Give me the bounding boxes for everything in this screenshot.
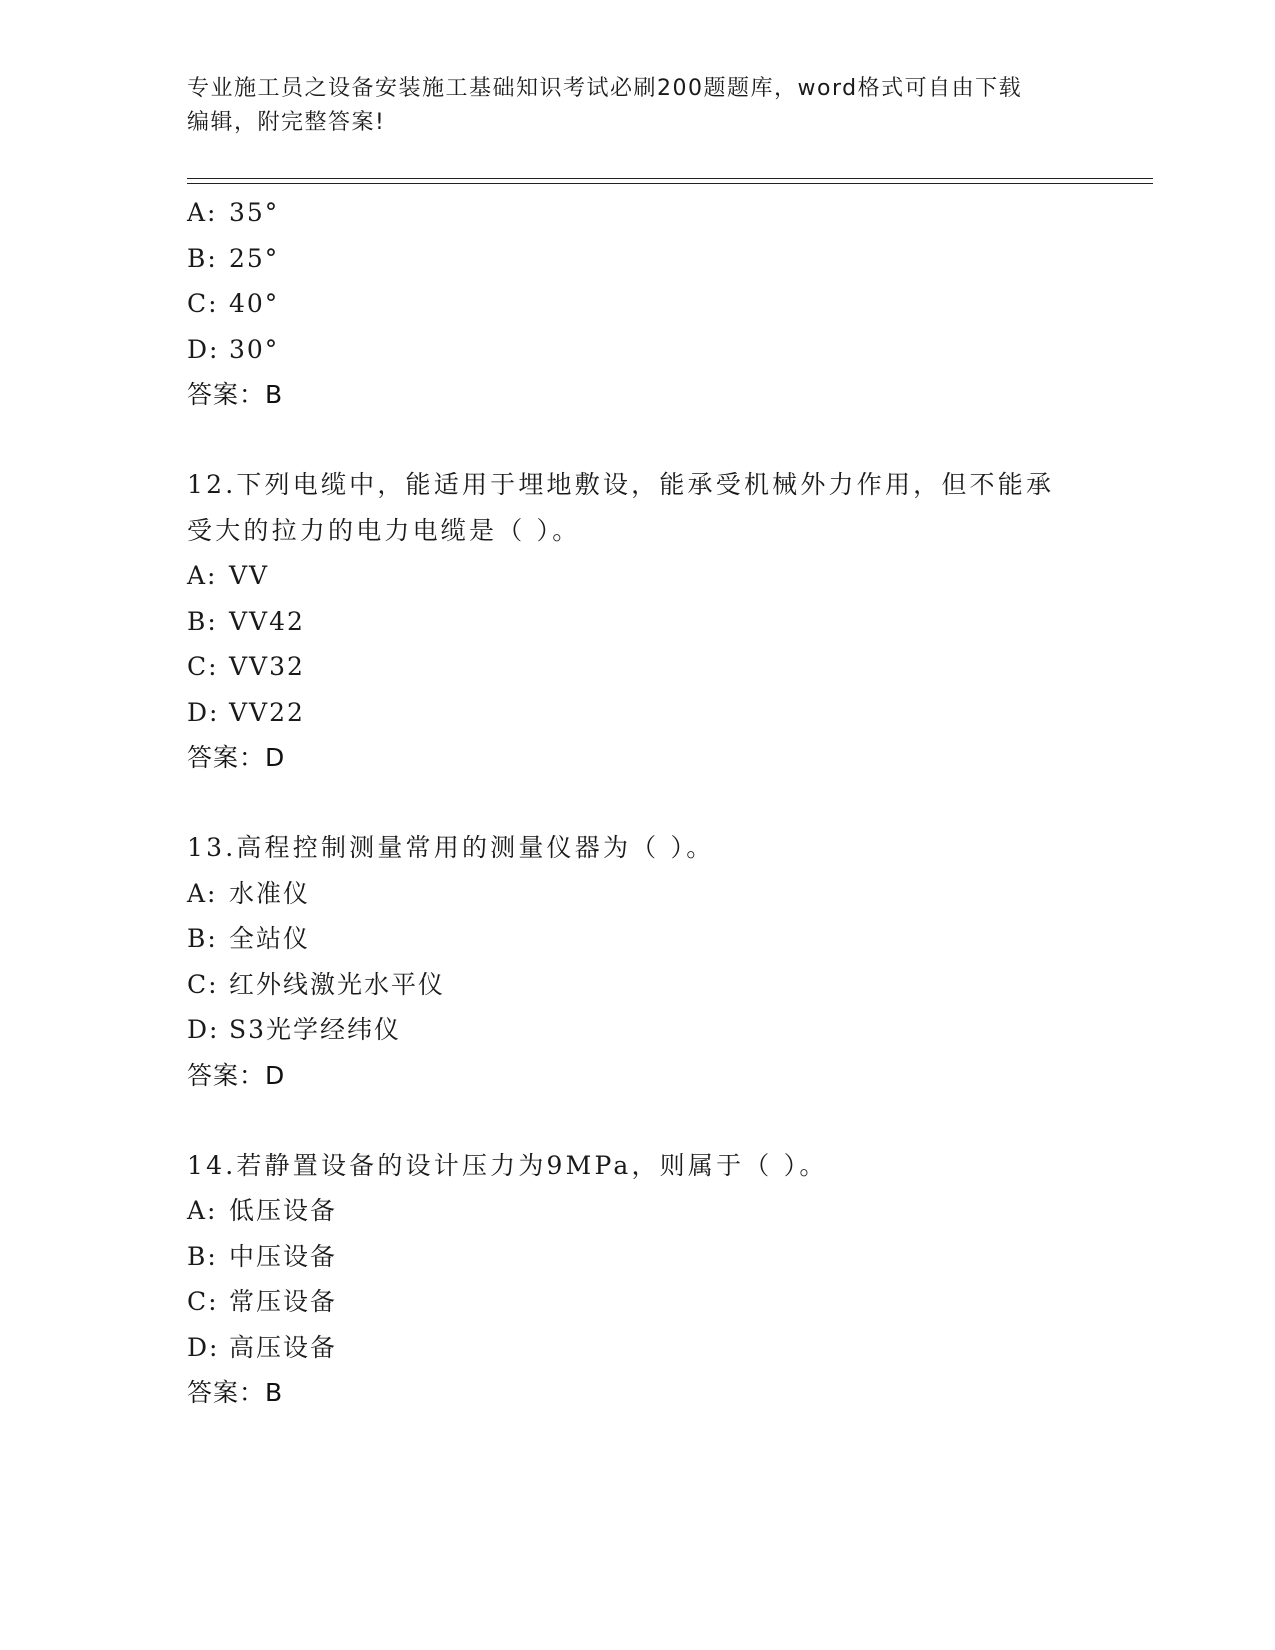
option-text: 35° [229, 198, 280, 227]
option-label: B: [187, 1241, 218, 1271]
option-text: VV [229, 561, 270, 590]
option-text: VV32 [229, 652, 305, 681]
option-label: B: [187, 243, 218, 273]
question-14-answer: 答案：B [187, 1378, 284, 1407]
question-list [187, 190, 1087, 1415]
option-text: 低压设备 [229, 1196, 338, 1225]
option-text: 全站仪 [229, 924, 311, 953]
option-text: 红外线激光水平仪 [229, 969, 446, 999]
question-13-option-c [187, 962, 1087, 1008]
document-header [187, 72, 1067, 140]
option-label: A: [187, 561, 218, 590]
spacer [187, 1098, 1087, 1143]
question-13-option-d [187, 1007, 1087, 1053]
question-12-stem-line-1: 12.下列电缆中，能适用于埋地敷设，能承受机械外力作用，但不能承 [187, 470, 1055, 499]
question-14-option-d [187, 1325, 1087, 1371]
option-label: D: [187, 1015, 220, 1044]
option-label: A: [187, 878, 218, 908]
question-14-option-a [187, 1188, 1087, 1234]
question-14-stem: 14.若静置设备的设计压力为9MPa，则属于（ ）。 [187, 1150, 828, 1180]
option-text: 30° [229, 334, 280, 364]
question-12-option-c [187, 644, 1087, 690]
option-text: 常压设备 [229, 1287, 338, 1316]
header-title-line-1: 专业施工员之设备安装施工基础知识考试必刷200题题库，word格式可自由下载 [187, 76, 1023, 101]
question-14-block [187, 1143, 1087, 1416]
option-text: 40° [229, 289, 280, 318]
option-label: C: [187, 1287, 219, 1316]
option-label: D: [187, 1332, 220, 1362]
option-text: 中压设备 [229, 1241, 338, 1271]
spacer [187, 780, 1087, 825]
option-label: B: [187, 606, 218, 636]
spacer [187, 417, 1087, 462]
question-12-option-d [187, 690, 1087, 736]
question-11-option-b [187, 236, 1087, 282]
question-12-block [187, 462, 1087, 780]
question-12-answer: 答案：D [187, 743, 286, 772]
option-text: 25° [229, 243, 280, 273]
option-text: 高压设备 [229, 1332, 338, 1362]
header-divider-top [187, 178, 1153, 179]
option-text: S3光学经纬仪 [229, 1015, 402, 1044]
option-text: VV42 [229, 606, 305, 636]
option-text: 水准仪 [229, 878, 311, 908]
option-label: B: [187, 924, 218, 953]
question-13-option-a [187, 871, 1087, 917]
question-13-stem: 13.高程控制测量常用的测量仪器为（ ）。 [187, 833, 715, 862]
question-13-block [187, 825, 1087, 1098]
option-label: A: [187, 1196, 218, 1225]
question-11-option-c [187, 281, 1087, 327]
option-text: VV22 [229, 697, 305, 727]
option-label: C: [187, 289, 219, 318]
question-11-option-a [187, 190, 1087, 236]
question-14-option-b [187, 1234, 1087, 1280]
question-13-answer: 答案：D [187, 1060, 286, 1090]
question-14-option-c [187, 1279, 1087, 1325]
question-11-option-d [187, 327, 1087, 373]
option-label: D: [187, 334, 220, 364]
header-title-line-2: 编辑，附完整答案! [187, 110, 386, 135]
option-label: C: [187, 652, 219, 681]
question-11-block [187, 190, 1087, 417]
question-12-option-b [187, 599, 1087, 645]
question-13-option-b [187, 916, 1087, 962]
question-11-answer: 答案：B [187, 380, 284, 409]
option-label: A: [187, 198, 218, 227]
option-label: D: [187, 697, 220, 727]
option-label: C: [187, 969, 219, 999]
question-12-stem-line-2: 受大的拉力的电力电缆是（ ）。 [187, 515, 581, 545]
header-divider-bottom [187, 183, 1153, 184]
question-12-option-a [187, 553, 1087, 599]
